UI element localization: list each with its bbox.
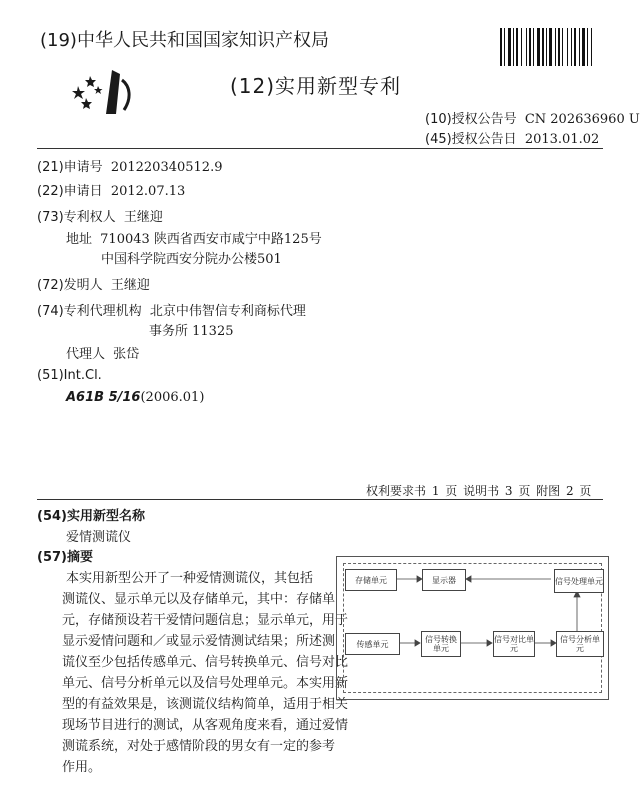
cnipa-logo-icon — [72, 68, 138, 118]
abstract-line: 现场节目进行的测试，从客观角度来看，通过爱情 — [62, 718, 349, 733]
application-number-label: (21)申请号 — [37, 160, 103, 175]
abstract-line: 元，存储预设若干爱情问题信息；显示单元，用于 — [62, 613, 349, 628]
header-divider — [37, 148, 603, 149]
abstract-line: 本实用新型公开了一种爱情测谎仪，其包括 — [66, 571, 314, 586]
document-type-title: (12)实用新型专利 — [230, 74, 402, 98]
patentee — [37, 206, 163, 225]
publication-number — [425, 108, 640, 127]
address-line2: 中国科学院西安分院办公楼501 — [101, 252, 282, 267]
sensor-unit-block: 传感单元 — [345, 633, 400, 655]
inventor-label: (72)发明人 — [37, 278, 103, 293]
abstract-line: 作用。 — [62, 760, 102, 775]
publication-number-value: CN 202636960 U — [524, 112, 640, 127]
address — [66, 228, 322, 247]
patent-agency-line1: 北京中伟智信专利商标代理 — [149, 304, 306, 319]
int-cl-label: (51)Int.Cl. — [37, 368, 102, 383]
application-date — [37, 180, 185, 199]
utility-model-name-label: (54)实用新型名称 — [37, 509, 145, 524]
display-block: 显示器 — [422, 569, 466, 591]
abstract-label: (57)摘要 — [37, 550, 93, 565]
barcode — [500, 28, 612, 68]
application-number-value: 201220340512.9 — [110, 160, 223, 175]
patent-agency-label: (74)专利代理机构 — [37, 304, 142, 319]
patent-agency-line2: 事务所 11325 — [149, 324, 234, 339]
int-cl-version: (2006.01) — [140, 390, 205, 405]
signal-analysis-block: 信号分析单元 — [556, 631, 604, 657]
abstract-line: 谎仪至少包括传感单元、信号转换单元、信号对比 — [62, 655, 349, 670]
office-name: (19)中华人民共和国国家知识产权局 — [40, 30, 329, 51]
publication-date — [425, 128, 599, 147]
page-counts: 权利要求书 1 页 说明书 3 页 附图 2 页 — [366, 484, 592, 498]
storage-unit-block: 存储单元 — [345, 569, 397, 591]
agent-value: 张岱 — [113, 347, 140, 362]
address-label: 地址 — [66, 232, 93, 247]
agent — [66, 343, 139, 362]
signal-conversion-block: 信号转换单元 — [421, 631, 461, 657]
abstract-line: 单元、信号分析单元以及信号处理单元。本实用新 — [62, 676, 349, 691]
patentee-value: 王继迎 — [123, 210, 163, 225]
patentee-label: (73)专利权人 — [37, 210, 116, 225]
abstract-line: 型的有益效果是，该测谎仪结构简单，适用于相关 — [62, 697, 349, 712]
abstract-line: 测谎系统，对处于感情阶段的男女有一定的参考 — [62, 739, 336, 754]
publication-date-value: 2013.01.02 — [524, 132, 600, 147]
publication-date-label: (45)授权公告日 — [425, 132, 517, 147]
patent-agency — [37, 300, 306, 319]
abstract-line: 显示爱情问题和／或显示爱情测试结果；所述测 — [62, 634, 336, 649]
publication-number-label: (10)授权公告号 — [425, 112, 517, 127]
address-line1: 710043 陕西省西安市咸宁中路125号 — [100, 232, 322, 247]
application-date-label: (22)申请日 — [37, 184, 103, 199]
block-diagram — [336, 556, 609, 700]
utility-model-name-value: 爱情测谎仪 — [66, 530, 132, 545]
inventor — [37, 274, 150, 293]
agent-label: 代理人 — [66, 347, 106, 362]
inventor-value: 王继迎 — [110, 278, 150, 293]
application-date-value: 2012.07.13 — [110, 184, 186, 199]
int-cl-code: A61B 5/16 — [66, 390, 141, 405]
int-cl-entry — [66, 390, 204, 405]
signal-compare-block: 信号对比单元 — [493, 631, 535, 657]
abstract-line: 测谎仪、显示单元以及存储单元，其中：存储单 — [62, 592, 336, 607]
signal-processing-block: 信号处理单元 — [554, 569, 604, 593]
section-divider — [37, 499, 603, 500]
application-number — [37, 156, 222, 175]
